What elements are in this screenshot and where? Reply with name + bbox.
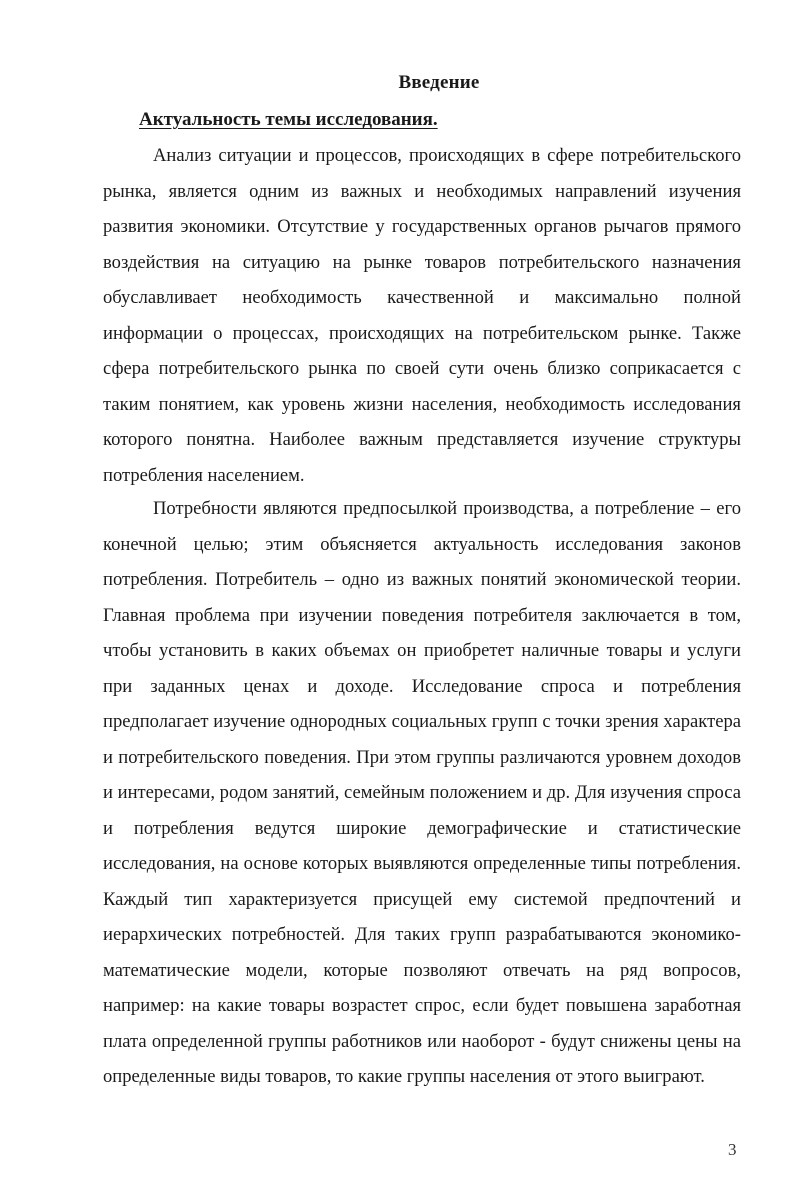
paragraph-1: Анализ ситуации и процессов, происходящих в сфере потребительского рынка, является одним из важных и необходимых направлений изучения развития экономики. Отсутствие у государственных органов рычагов прямого воздействия на ситуацию на рынке товаров потребительского назначения обуславливает необходимость качественной и максимально полной информации о процессах, происходящих на потребительском рынке. Также сфера потребительского рынка по своей сути очень близко соприкасается с таким понятием, как уровень жизни населения, необходимость исследования которого понятна. Наиболее важным представляется изучение структуры потребления населением. (103, 145, 741, 486)
paragraph-1-container (103, 138, 741, 493)
page-title: Введение (398, 72, 480, 93)
page-number: 3 (728, 1140, 737, 1159)
section-subheading: Актуальность темы исследования. (139, 109, 438, 130)
paragraph-2: Потребности являются предпосылкой производства, а потребление – его конечной целью; этим объясняется актуальность исследования законов потребления. Потребитель – одно из важных понятий экономической теории. Главная проблема при изучении поведения потребителя заключается в том, чтобы установить в каких объемах он приобретет наличные товары и услуги при заданных ценах и доходе. Исследование спроса и потребления предполагает изучение однородных социальных групп с точки зрения характера и потребительского поведения. При этом группы различаются уровнем доходов и интересами, родом занятий, семейным положением и др. Для изучения спроса и потребления ведутся широкие демографические и статистические исследования, на основе которых выявляются определенные типы потребления. Каждый тип характеризуется присущей ему системой предпочтений и иерархических потребностей. Для таких групп разрабатываются экономико-математические модели, которые позволяют отвечать на ряд вопросов, например: на какие товары возрастет спрос, если будет повышена заработная плата определенной группы работников или наоборот - будут снижены цены на определенные виды товаров, то какие группы населения от этого выиграют. (103, 498, 741, 1087)
paragraph-2-container (103, 491, 741, 1095)
